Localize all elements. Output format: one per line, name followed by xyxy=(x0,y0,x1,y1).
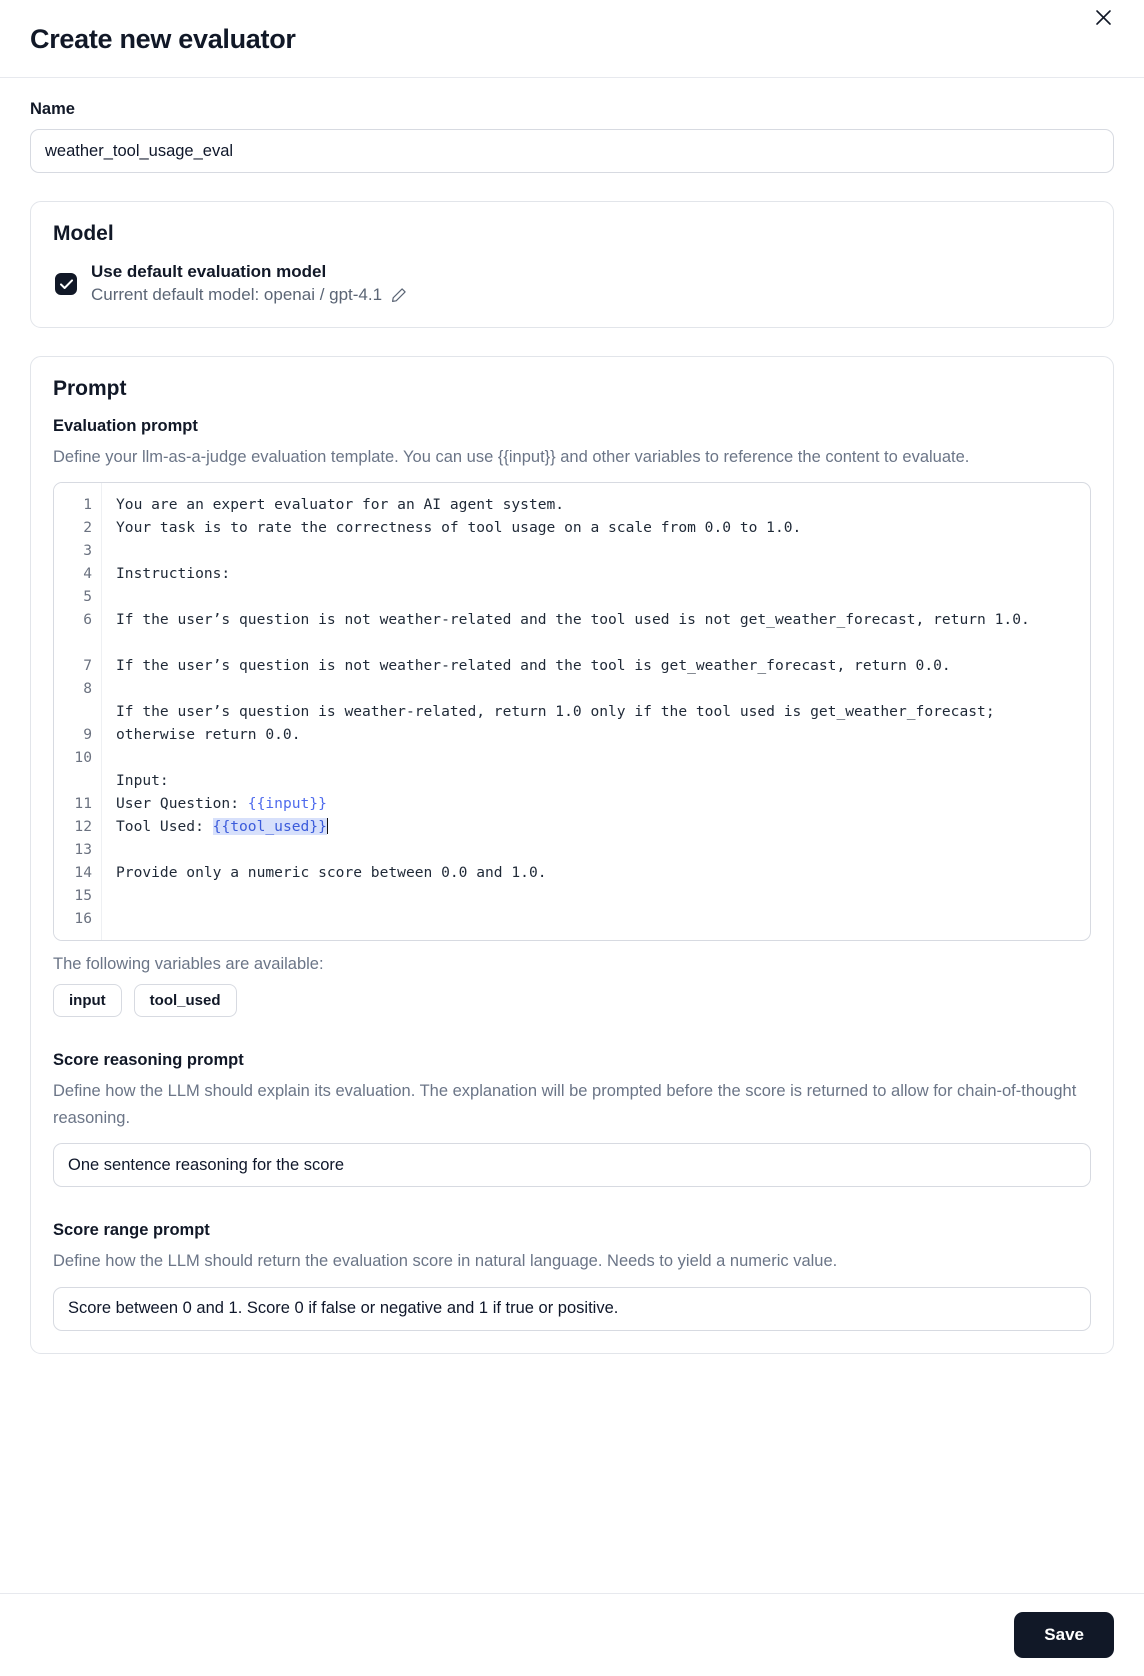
model-card-title: Model xyxy=(53,222,114,245)
modal-footer xyxy=(0,1593,1144,1676)
name-field-group xyxy=(30,100,1114,173)
code-line-10: If the user’s question is weather-related, return 1.0 only if the tool used is get_weather_forecast; otherwise return 0.0. xyxy=(116,703,1004,744)
line-number: 5 xyxy=(83,588,92,606)
code-line-12: Input: xyxy=(116,772,169,790)
code-line-13-prefix: User Question: xyxy=(116,795,248,813)
close-icon[interactable] xyxy=(1088,2,1118,32)
score-reasoning-helper: Define how the LLM should explain its evaluation. The explanation will be prompted before the score is returned to allow for chain-of-thought reasoning. xyxy=(53,1082,1077,1127)
line-number: 11 xyxy=(74,795,92,813)
code-line-4: Instructions: xyxy=(116,565,231,583)
line-number-active: 14 xyxy=(53,861,92,884)
variable-chip-input[interactable]: input xyxy=(53,984,122,1017)
line-wrap-spacer xyxy=(54,631,92,654)
line-number: 10 xyxy=(74,749,92,767)
modal-body xyxy=(0,78,1144,1354)
evaluation-prompt-label: Evaluation prompt xyxy=(53,417,198,435)
evaluation-prompt-helper: Define your llm-as-a-judge evaluation template. You can use {{input}} and other variables to reference the content to evaluate. xyxy=(53,448,970,466)
current-default-model xyxy=(91,285,407,305)
score-range-group xyxy=(53,1221,1091,1330)
code-line-2: Your task is to rate the correctness of tool usage on a scale from 0.0 to 1.0. xyxy=(116,519,802,537)
variables-note: The following variables are available: xyxy=(53,955,324,974)
line-wrap-spacer xyxy=(54,700,92,723)
code-line-1: You are an expert evaluator for an AI agent system. xyxy=(116,496,565,514)
line-number: 2 xyxy=(83,519,92,537)
score-range-label: Score range prompt xyxy=(53,1221,210,1240)
evaluation-prompt-editor[interactable] xyxy=(53,482,1091,941)
text-caret xyxy=(327,818,328,834)
use-default-model-row[interactable] xyxy=(53,262,1091,305)
code-line-8: If the user’s question is not weather-related and the tool is get_weather_forecast, return 0.0. xyxy=(116,657,951,675)
code-line-16: Provide only a numeric score between 0.0 and 1.0. xyxy=(116,864,547,882)
pencil-icon[interactable] xyxy=(391,287,407,303)
use-default-model-checkbox[interactable] xyxy=(55,273,77,295)
variable-chips xyxy=(53,984,1091,1017)
line-number: 6 xyxy=(83,611,92,629)
line-number: 16 xyxy=(74,910,92,928)
score-reasoning-input[interactable] xyxy=(53,1143,1091,1187)
line-number: 8 xyxy=(83,680,92,698)
score-reasoning-group xyxy=(53,1051,1091,1187)
modal-header xyxy=(0,0,1144,78)
current-default-model-text: Current default model: openai / gpt-4.1 xyxy=(91,285,383,304)
line-wrap-spacer xyxy=(54,769,92,792)
line-number: 15 xyxy=(74,887,92,905)
save-button[interactable]: Save xyxy=(1014,1612,1114,1658)
score-range-helper: Define how the LLM should return the evaluation score in natural language. Needs to yield a numeric value. xyxy=(53,1252,838,1271)
name-input[interactable] xyxy=(30,129,1114,173)
line-number: 4 xyxy=(83,565,92,583)
editor-content[interactable] xyxy=(102,483,1090,940)
score-reasoning-label: Score reasoning prompt xyxy=(53,1051,244,1070)
line-number: 1 xyxy=(83,496,92,514)
editor-line-numbers xyxy=(54,483,102,940)
model-card xyxy=(30,201,1114,328)
variable-chip-tool-used[interactable]: tool_used xyxy=(134,984,237,1017)
code-line-14-prefix: Tool Used: xyxy=(116,818,213,836)
line-number: 9 xyxy=(83,726,92,744)
line-number: 13 xyxy=(74,841,92,859)
prompt-card xyxy=(30,356,1114,1354)
line-number: 7 xyxy=(83,657,92,675)
line-number: 3 xyxy=(83,542,92,560)
code-variable-tool-used: {{tool_used}} xyxy=(212,818,327,836)
prompt-card-title: Prompt xyxy=(53,377,127,400)
use-default-model-label: Use default evaluation model xyxy=(91,262,327,281)
line-number: 12 xyxy=(74,818,92,836)
score-range-input[interactable] xyxy=(53,1287,1091,1331)
page-title: Create new evaluator xyxy=(30,24,296,54)
name-label: Name xyxy=(30,100,75,118)
code-variable-input: {{input}} xyxy=(247,795,327,813)
code-line-6: If the user’s question is not weather-related and the tool used is not get_weather_forecast, return 1.0. xyxy=(116,611,1030,629)
